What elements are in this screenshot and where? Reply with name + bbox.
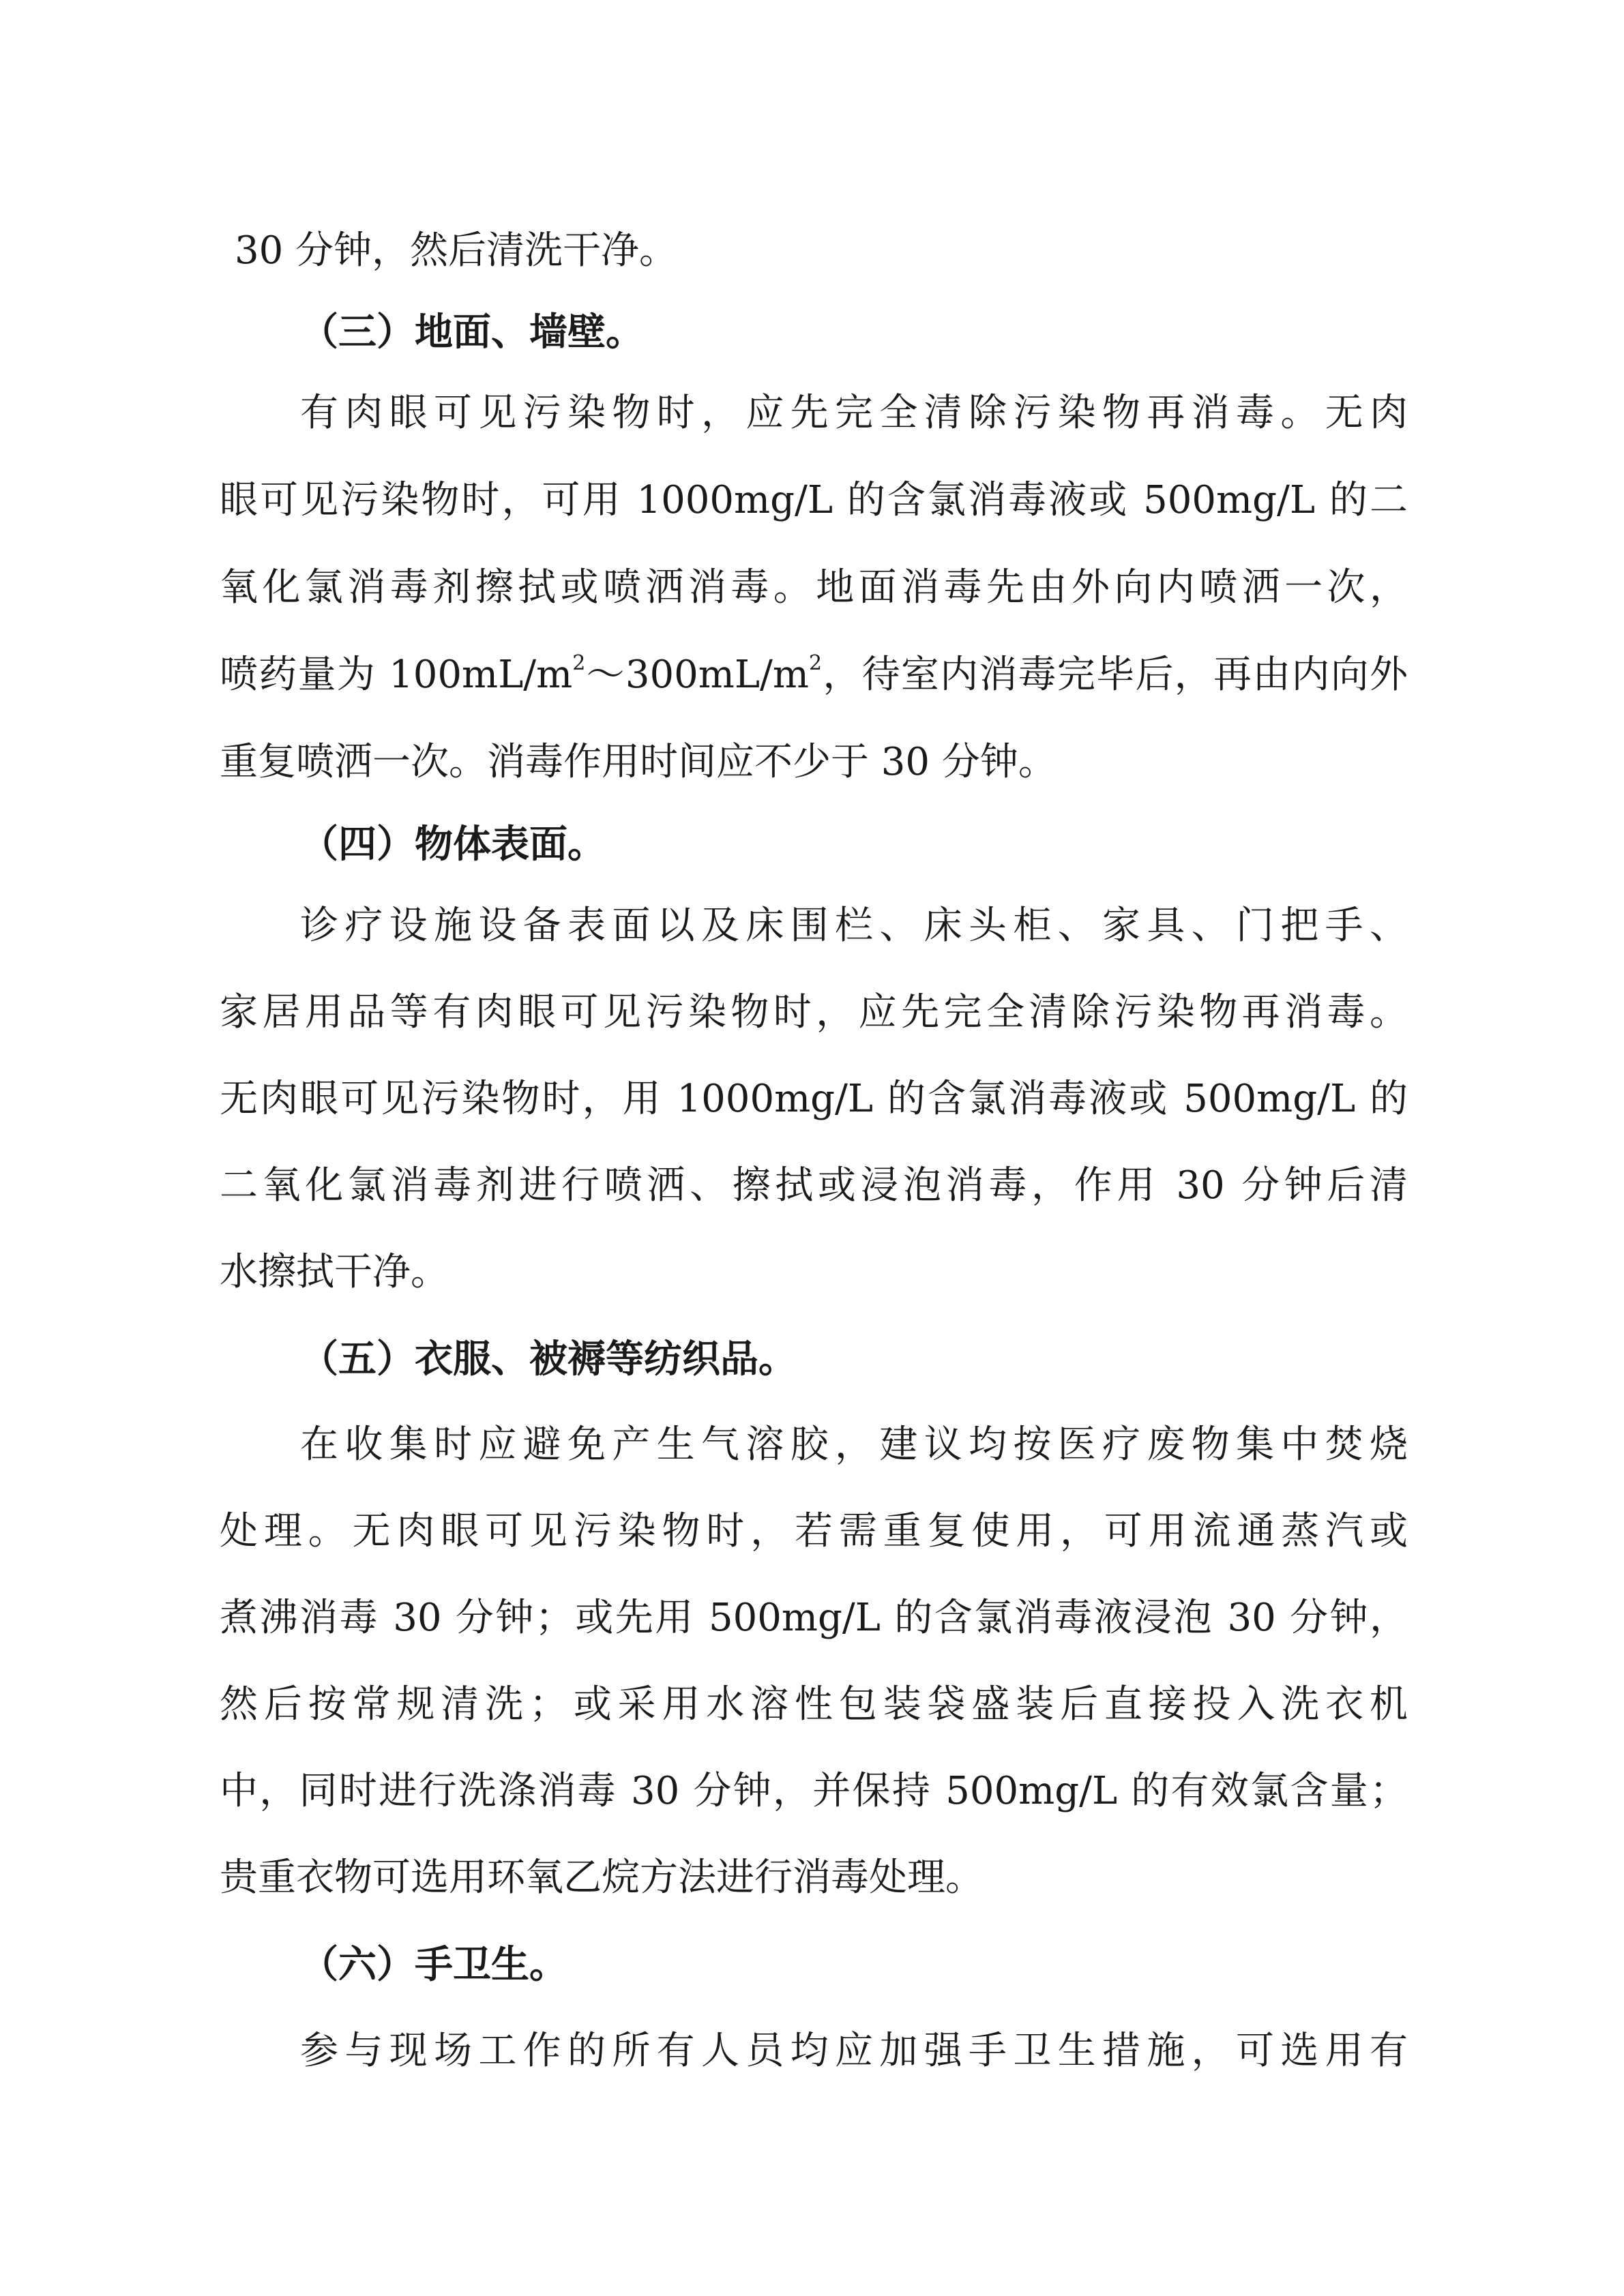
section-heading-5: （五）衣服、被褥等纺织品。: [300, 1337, 797, 1382]
text-run: ，待室内消毒完毕后，再由内向外: [822, 653, 1408, 697]
paragraph-line: 然后按常规清洗；或采用水溶性包装袋盛装后直接投入洗衣机: [220, 1682, 1408, 1727]
paragraph-line: 参与现场工作的所有人员均应加强手卫生措施，可选用有: [300, 2029, 1408, 2073]
paragraph-line: 氧化氯消毒剂擦拭或喷洒消毒。地面消毒先由外向内喷洒一次，: [220, 565, 1408, 610]
section-heading-4: （四）物体表面。: [300, 822, 606, 867]
section-heading-3: （三）地面、墙壁。: [300, 310, 644, 355]
paragraph-line: [220, 638, 1408, 713]
paragraph-line: 有肉眼可见污染物时，应先完全清除污染物再消毒。无肉: [300, 391, 1408, 435]
paragraph-line: 无肉眼可见污染物时，用 1000mg/L 的含氯消毒液或 500mg/L 的: [220, 1077, 1408, 1121]
text-run: ～300mL/m: [585, 653, 810, 697]
paragraph-line: 眼可见污染物时，可用 1000mg/L 的含氯消毒液或 500mg/L 的二: [220, 478, 1408, 522]
paragraph-line: 在收集时应避免产生气溶胶，建议均按医疗废物集中焚烧: [300, 1422, 1408, 1467]
paragraph-line: 贵重衣物可选用环氧乙烷方法进行消毒处理。: [220, 1855, 984, 1900]
paragraph-line: 家居用品等有肉眼可见污染物时，应先完全清除污染物再消毒。: [220, 990, 1408, 1034]
paragraph-line: 煮沸消毒 30 分钟；或先用 500mg/L 的含氯消毒液浸泡 30 分钟，: [220, 1596, 1408, 1640]
paragraph-line: 重复喷洒一次。消毒作用时间应不少于 30 分钟。: [220, 740, 1057, 784]
paragraph-line: 诊疗设施设备表面以及床围栏、床头柜、家具、门把手、: [300, 904, 1408, 948]
paragraph-line: 30 分钟，然后清洗干净。: [235, 228, 678, 273]
paragraph-line: 处理。无肉眼可见污染物时，若需重复使用，可用流通蒸汽或: [220, 1509, 1408, 1553]
paragraph-line: 二氧化氯消毒剂进行喷洒、擦拭或浸泡消毒，作用 30 分钟后清: [220, 1163, 1408, 1208]
superscript: 2: [809, 651, 823, 675]
superscript: 2: [572, 651, 586, 675]
paragraph-line: 中，同时进行洗涤消毒 30 分钟，并保持 500mg/L 的有效氯含量；: [220, 1769, 1408, 1813]
section-heading-6: （六）手卫生。: [300, 1942, 567, 1987]
paragraph-line: 水擦拭干净。: [220, 1250, 449, 1294]
text-run: 喷药量为 100mL/m: [220, 653, 573, 697]
